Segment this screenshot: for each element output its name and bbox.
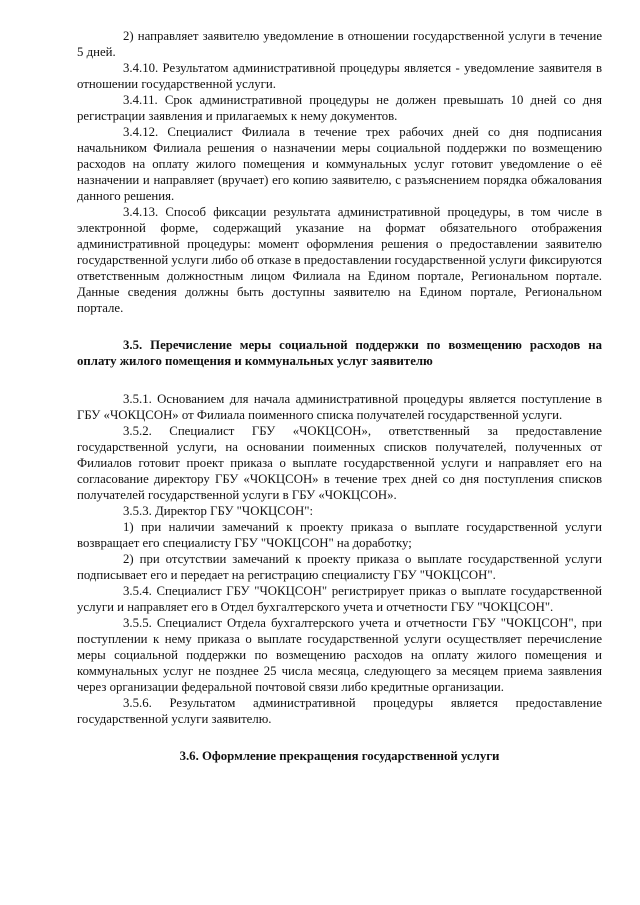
paragraph-3-4-10: 3.4.10. Результатом административной процедуры является - уведомление заявителя в отношении государственной услуги.: [77, 61, 602, 91]
paragraph-3-5-3-item-1: 1) при наличии замечаний к проекту приказа о выплате государственной услуги возвращает его специалисту ГБУ "ЧОКЦСОН" на доработку;: [77, 520, 602, 550]
paragraph-3-5-4: 3.5.4. Специалист ГБУ "ЧОКЦСОН" регистрирует приказ о выплате государственной услуги и направляет его в Отдел бухгалтерского учета и отчетности ГБУ "ЧОКЦСОН".: [77, 584, 602, 614]
section-heading-3-6: 3.6. Оформление прекращения государственной услуги: [179, 749, 500, 763]
paragraph-3-4-12: 3.4.12. Специалист Филиала в течение трех рабочих дней со дня подписания начальником Филиала решения о назначении меры социальной поддержки по возмещению расходов на оплату жилого помещения и коммунальных услуг готовит уведомление о её назначении и направляет (вручает) его копию заявителю, с разъяснением порядка обжалования данного решения.: [77, 125, 602, 203]
spacer: [77, 369, 602, 391]
paragraph-3-5-5: 3.5.5. Специалист Отдела бухгалтерского учета и отчетности ГБУ "ЧОКЦСОН", при поступлении к нему приказа о выплате государственной услуги осуществляет перечисление меры социальной поддержки по возмещению расходов на оплату жилого помещения и коммунальных услуг не позднее 25 числа месяца, следующего за месяцем приема заявления через организации федеральной почтовой связи либо кредитные организации.: [77, 616, 602, 694]
paragraph-3-5-3: 3.5.3. Директор ГБУ "ЧОКЦСОН":: [123, 504, 314, 518]
paragraph-3-4-9-item-2: 2) направляет заявителю уведомление в отношении государственной услуги в течение 5 дней.: [77, 29, 602, 59]
paragraph-3-5-2: 3.5.2. Специалист ГБУ «ЧОКЦСОН», ответственный за предоставление государственной услуги, на основании поименных списков получателей, полученных от Филиалов готовит проект приказа о выплате государственной услуги и направляет его на согласование директору ГБУ «ЧОКЦСОН» в течение трех дней со дня поступления списков получателей государственной услуги в ГБУ «ЧОКЦСОН».: [77, 424, 602, 502]
spacer: [77, 316, 602, 337]
paragraph-3-5-3-item-2: 2) при отсутствии замечаний к проекту приказа о выплате государственной услуги подписывает его и передает на регистрацию специалисту ГБУ "ЧОКЦСОН".: [77, 552, 602, 582]
paragraph-3-4-13: 3.4.13. Способ фиксации результата административной процедуры, в том числе в электронной форме, содержащий указание на формат обязательного отображения административной процедуры: момент оформления решения о предоставлении заявителю государственной услуги либо об отказе в предоставлении государственной услуги фиксируются ответственным должностным лицом Филиала на Едином портале, Региональном портале. Данные сведения должны быть доступны заявителю на Едином портале, Региональном портале.: [77, 205, 602, 315]
paragraph-3-5-6: 3.5.6. Результатом административной процедуры является предоставление государственной услуги заявителю.: [77, 696, 602, 726]
spacer: [77, 727, 602, 748]
paragraph-3-4-11: 3.4.11. Срок административной процедуры не должен превышать 10 дней со дня регистрации заявления и прилагаемых к нему документов.: [77, 93, 602, 123]
paragraph-3-5-1: 3.5.1. Основанием для начала административной процедуры является поступление в ГБУ «ЧОКЦСОН» от Филиала поименного списка получателей государственной услуги.: [77, 392, 602, 422]
section-heading-3-5: 3.5. Перечисление меры социальной поддержки по возмещению расходов на оплату жилого помещения и коммунальных услуг заявителю: [77, 338, 602, 368]
